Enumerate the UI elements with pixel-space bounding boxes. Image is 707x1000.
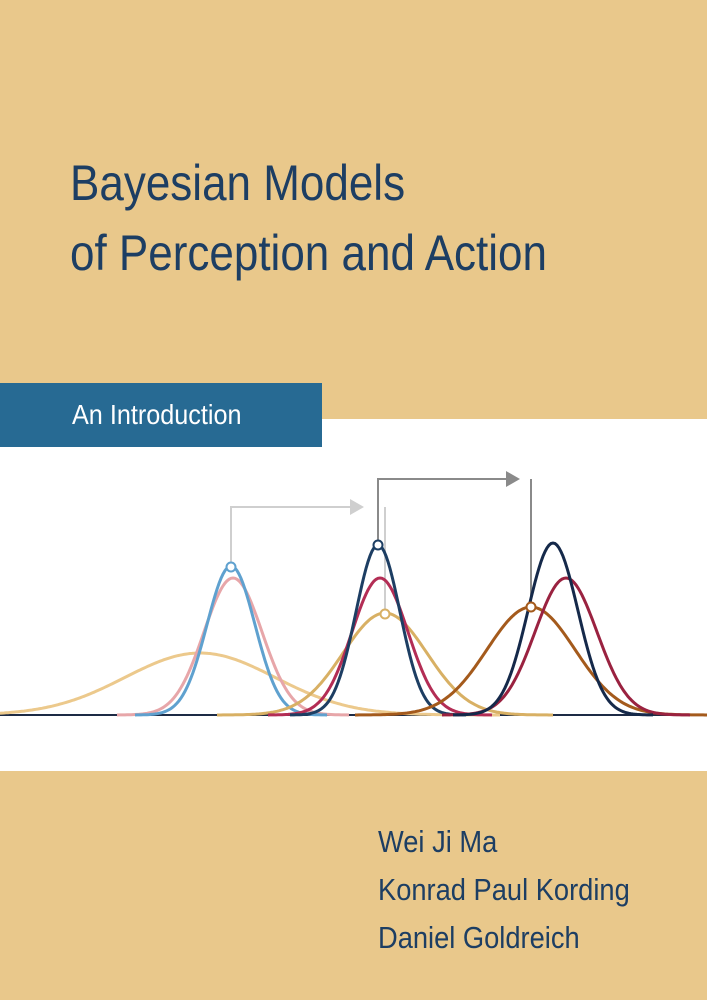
gaussian-curves-illustration [0,419,707,771]
author-1: Wei Ji Ma [378,824,498,859]
author-3: Daniel Goldreich [378,920,580,955]
book-title [70,148,547,288]
prior-curve-3 [355,607,707,715]
arrow-1-head [350,499,364,515]
marker-4 [527,603,536,612]
arrow-1 [231,499,385,614]
author-list [378,818,630,962]
arrow-1-line [231,507,352,567]
title-line-1: Bayesian Models [70,155,406,211]
marker-3 [381,610,390,619]
prior-curve-1 [0,653,500,715]
posterior-curve-1 [135,566,327,715]
arrow-2-line [378,479,506,545]
arrow-2-head [506,471,520,487]
marker-2 [374,541,383,550]
curves-group [0,541,707,716]
title-line-2: of Perception and Action [70,225,548,281]
arrow-2 [378,471,531,607]
author-2: Konrad Paul Kording [378,872,630,907]
marker-1 [227,563,236,572]
book-subtitle: An Introduction [72,399,242,430]
likelihood-curve-3 [442,578,690,715]
